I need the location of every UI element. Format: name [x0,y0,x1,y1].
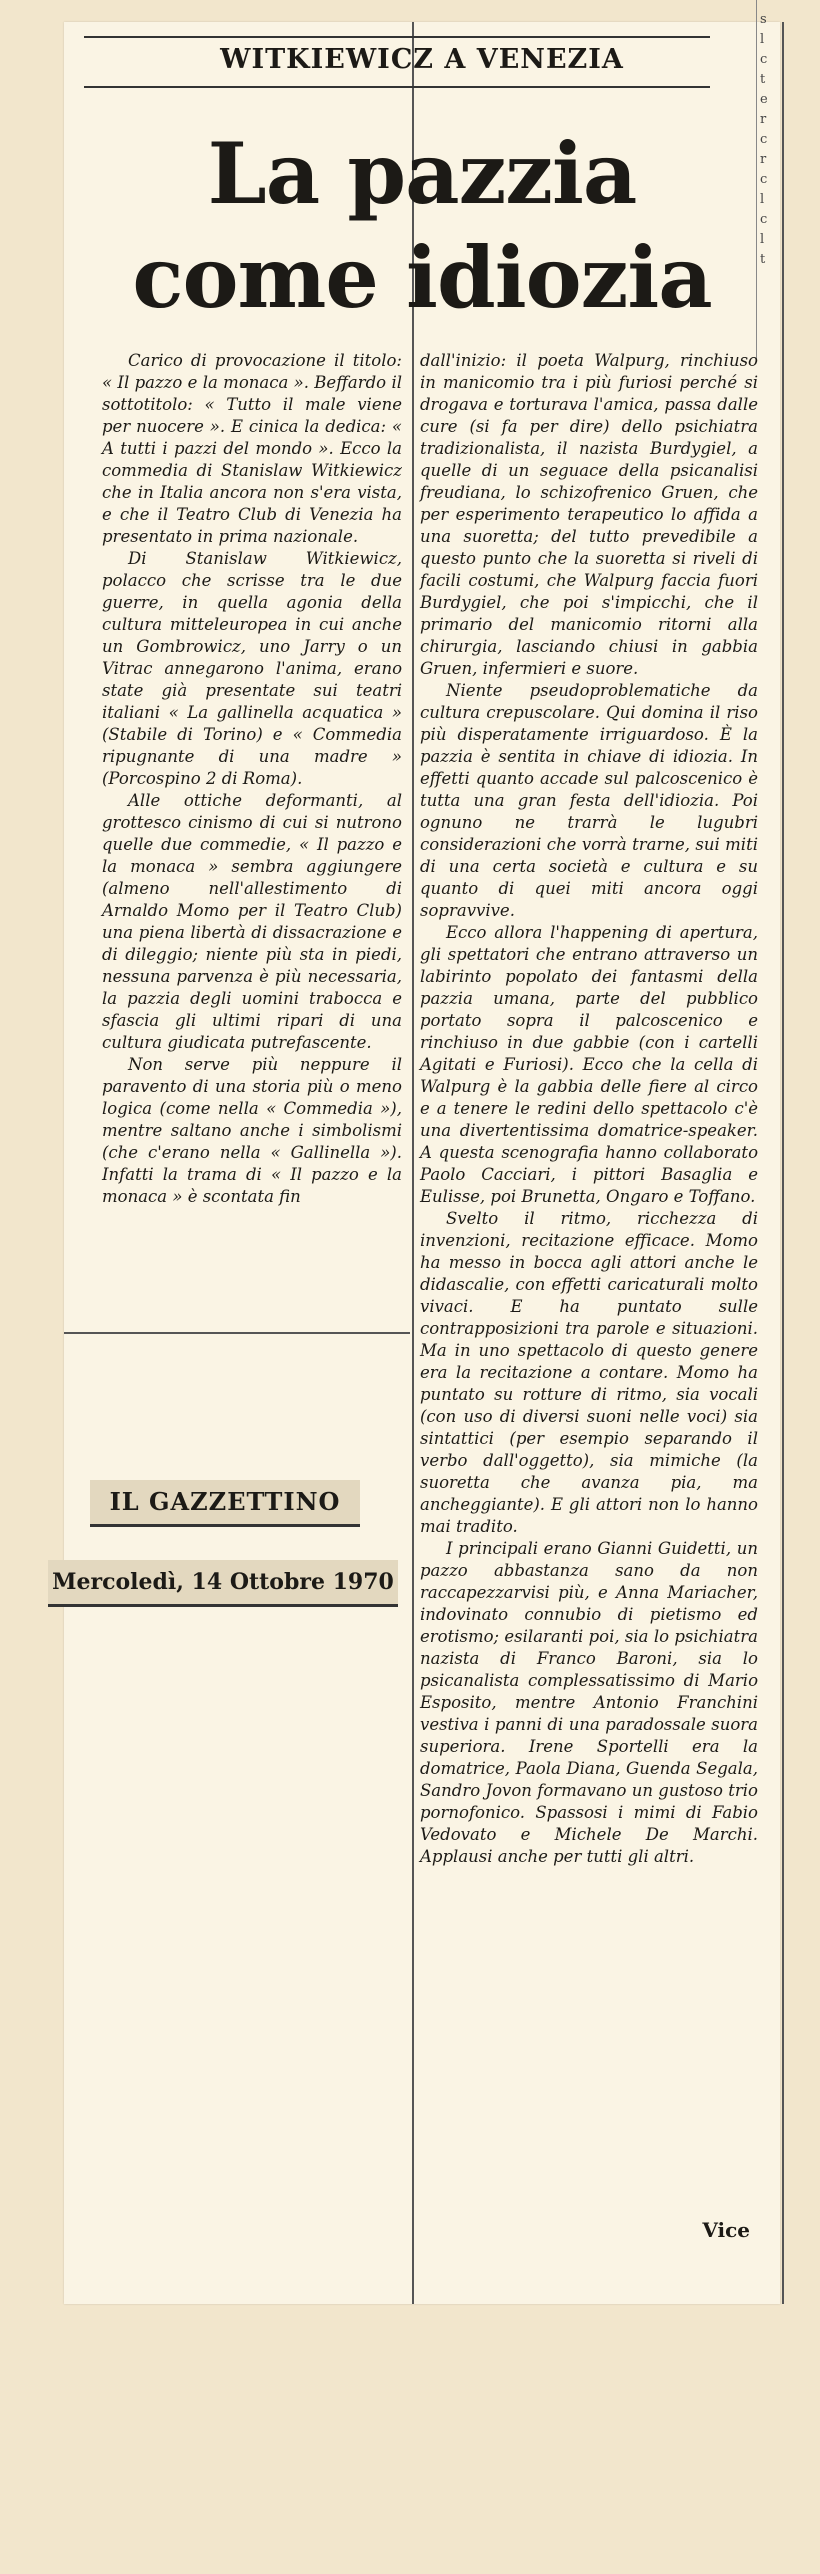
adjacent-page-letters: s l c t e r c r c l c l t [760,12,768,267]
paragraph: Di Stanislaw Witkiewicz, polacco che scrisse tra le due guerre, in quella agonia della cultura mitteleuropea in cui anche un Gombrowicz, uno Jarry o un Vitrac annegarono l'anima, erano state già presentate sui teatri italiani « La gallinella acquatica » (Stabile di Torino) e « Commedia ripugnante di una madre » (Porcospino 2 di Roma). [102,549,402,788]
author-signature: Vice [702,2218,750,2242]
kicker-rule [84,86,710,88]
article-kicker: WITKIEWICZ A VENEZIA [220,44,624,75]
paragraph: Ecco allora l'happening di apertura, gli spettatori che entrano attraverso un labirinto popolato dei fantasmi della pazzia umana, parte del pubblico portato sopra il palcoscenico e rinchiuso in due gabbie (con i cartelli Agitati e Furiosi). Ecco che la cella di Walpurg è la gabbia delle fiere al circo e a tenere le redini dello spettacolo c'è una divertentissima domatrice-speaker. A questa scenografia hanno collaborato Paolo Cacciari, i pittori Basaglia e Eulisse, poi Brunetta, Ongaro e Toffano. [420,923,758,1206]
top-rule [84,36,710,38]
paragraph: Non serve più neppure il paravento di una storia più o meno logica (come nella « Commedia »), mentre saltano anche i simbolismi (che c'erano nella « Gallinella »). Infatti la trama di « Il pazzo e la monaca » è scontata fin [102,1055,402,1206]
newspaper-name-label: IL GAZZETTINO [90,1480,360,1527]
paragraph: Alle ottiche deformanti, al grottesco cinismo di cui si nutrono quelle due commedie, « Il pazzo e la monaca » sembra aggiungere (almeno nell'allestimento di Arnaldo Momo per il Teatro Club) una piena libertà di dissacrazione e di dileggio; niente più sta in piedi, nessuna parvenza è più necessaria, la pazzia degli uomini trabocca e sfascia gli ultimi ripari di una cultura giudicata putrefascente. [102,791,402,1052]
headline-line-2: come idiozia [132,228,712,327]
paragraph: Carico di provocazione il titolo: « Il pazzo e la monaca ». Beffardo il sottotitolo: « Tutto il male viene per nuocere ». E cinica la dedica: « A tutti i pazzi del mondo ». Ecco la commedia di Stanislaw Witkiewicz che in Italia ancora non s'era vista, e che il Teatro Club di Venezia ha presentato in prima nazionale. [102,351,402,546]
headline-line-1: La pazzia [207,124,637,223]
paragraph: I principali erano Gianni Guidetti, un pazzo abbastanza sano da non raccapezzarvisi più, e Anna Mariacher, indovinato connubio di pietismo ed erotismo; esilaranti poi, sia lo psichiatra nazista di Franco Baroni, sia lo psicanalista complessatissimo di Mario Esposito, mentre Antonio Franchini vestiva i panni di una paradossale suora superiora. Irene Sportelli era la domatrice, Paola Diana, Guenda Segala, Sandro Jovon formavano un gustoso trio pornofonico. Spassosi i mimi di Fabio Vedovato e Michele De Marchi. Applausi anche per tutti gli altri. [420,1539,758,1866]
paragraph: Svelto il ritmo, ricchezza di invenzioni, recitazione efficace. Momo ha messo in bocca agli attori anche le didascalie, con effetti caricaturali molto vivaci. E ha puntato sulle contrapposizioni tra parole e situazioni. Ma in uno spettacolo di questo genere era la recitazione a contare. Momo ha puntato su rotture di ritmo, sia vocali (con uso di diversi suoni nelle voci) sia sintattici (per esempio separando il verbo dall'oggetto), sia mimiche (la suoretta che avanza pia, ma ancheggiante). E gli attori non lo hanno mai tradito. [420,1209,758,1536]
paragraph: dall'inizio: il poeta Walpurg, rinchiuso in manicomio tra i più furiosi perché si drogava e torturava l'amica, passa dalle cure (si fa per dire) dello psichiatra tradizionalista, il nazista Burdygiel, a quelle di un seguace della psicanalisi freudiana, lo schizofrenico Gruen, che per esperimento terapeutico lo affida a una suoretta; del tutto prevedibile a questo punto che la suoretta si riveli di facili costumi, che Walpurg faccia fuori Burdygiel, che poi s'impicchi, che il primario del manicomio ritorni alla chirurgia, lasciando chiusi in gabbia Gruen, infermieri e suore. [420,351,758,678]
article-column-right [420,350,758,1868]
publication-date-label: Mercoledì, 14 Ottobre 1970 [48,1560,398,1607]
article-headline [64,122,780,330]
article-column-left [102,350,402,1208]
paragraph: Niente pseudoproblematiche da cultura crepuscolare. Qui domina il riso più disperatamente irriguardoso. È la pazzia è sentita in chiave di idiozia. In effetti quanto accade sul palcoscenico è tutta una gran festa dell'idiozia. Poi ognuno ne trarrà le lugubri considerazioni che vorrà trarne, sui miti di una certa società e cultura e su quanto di quei miti ancora oggi sopravvive. [420,681,758,920]
